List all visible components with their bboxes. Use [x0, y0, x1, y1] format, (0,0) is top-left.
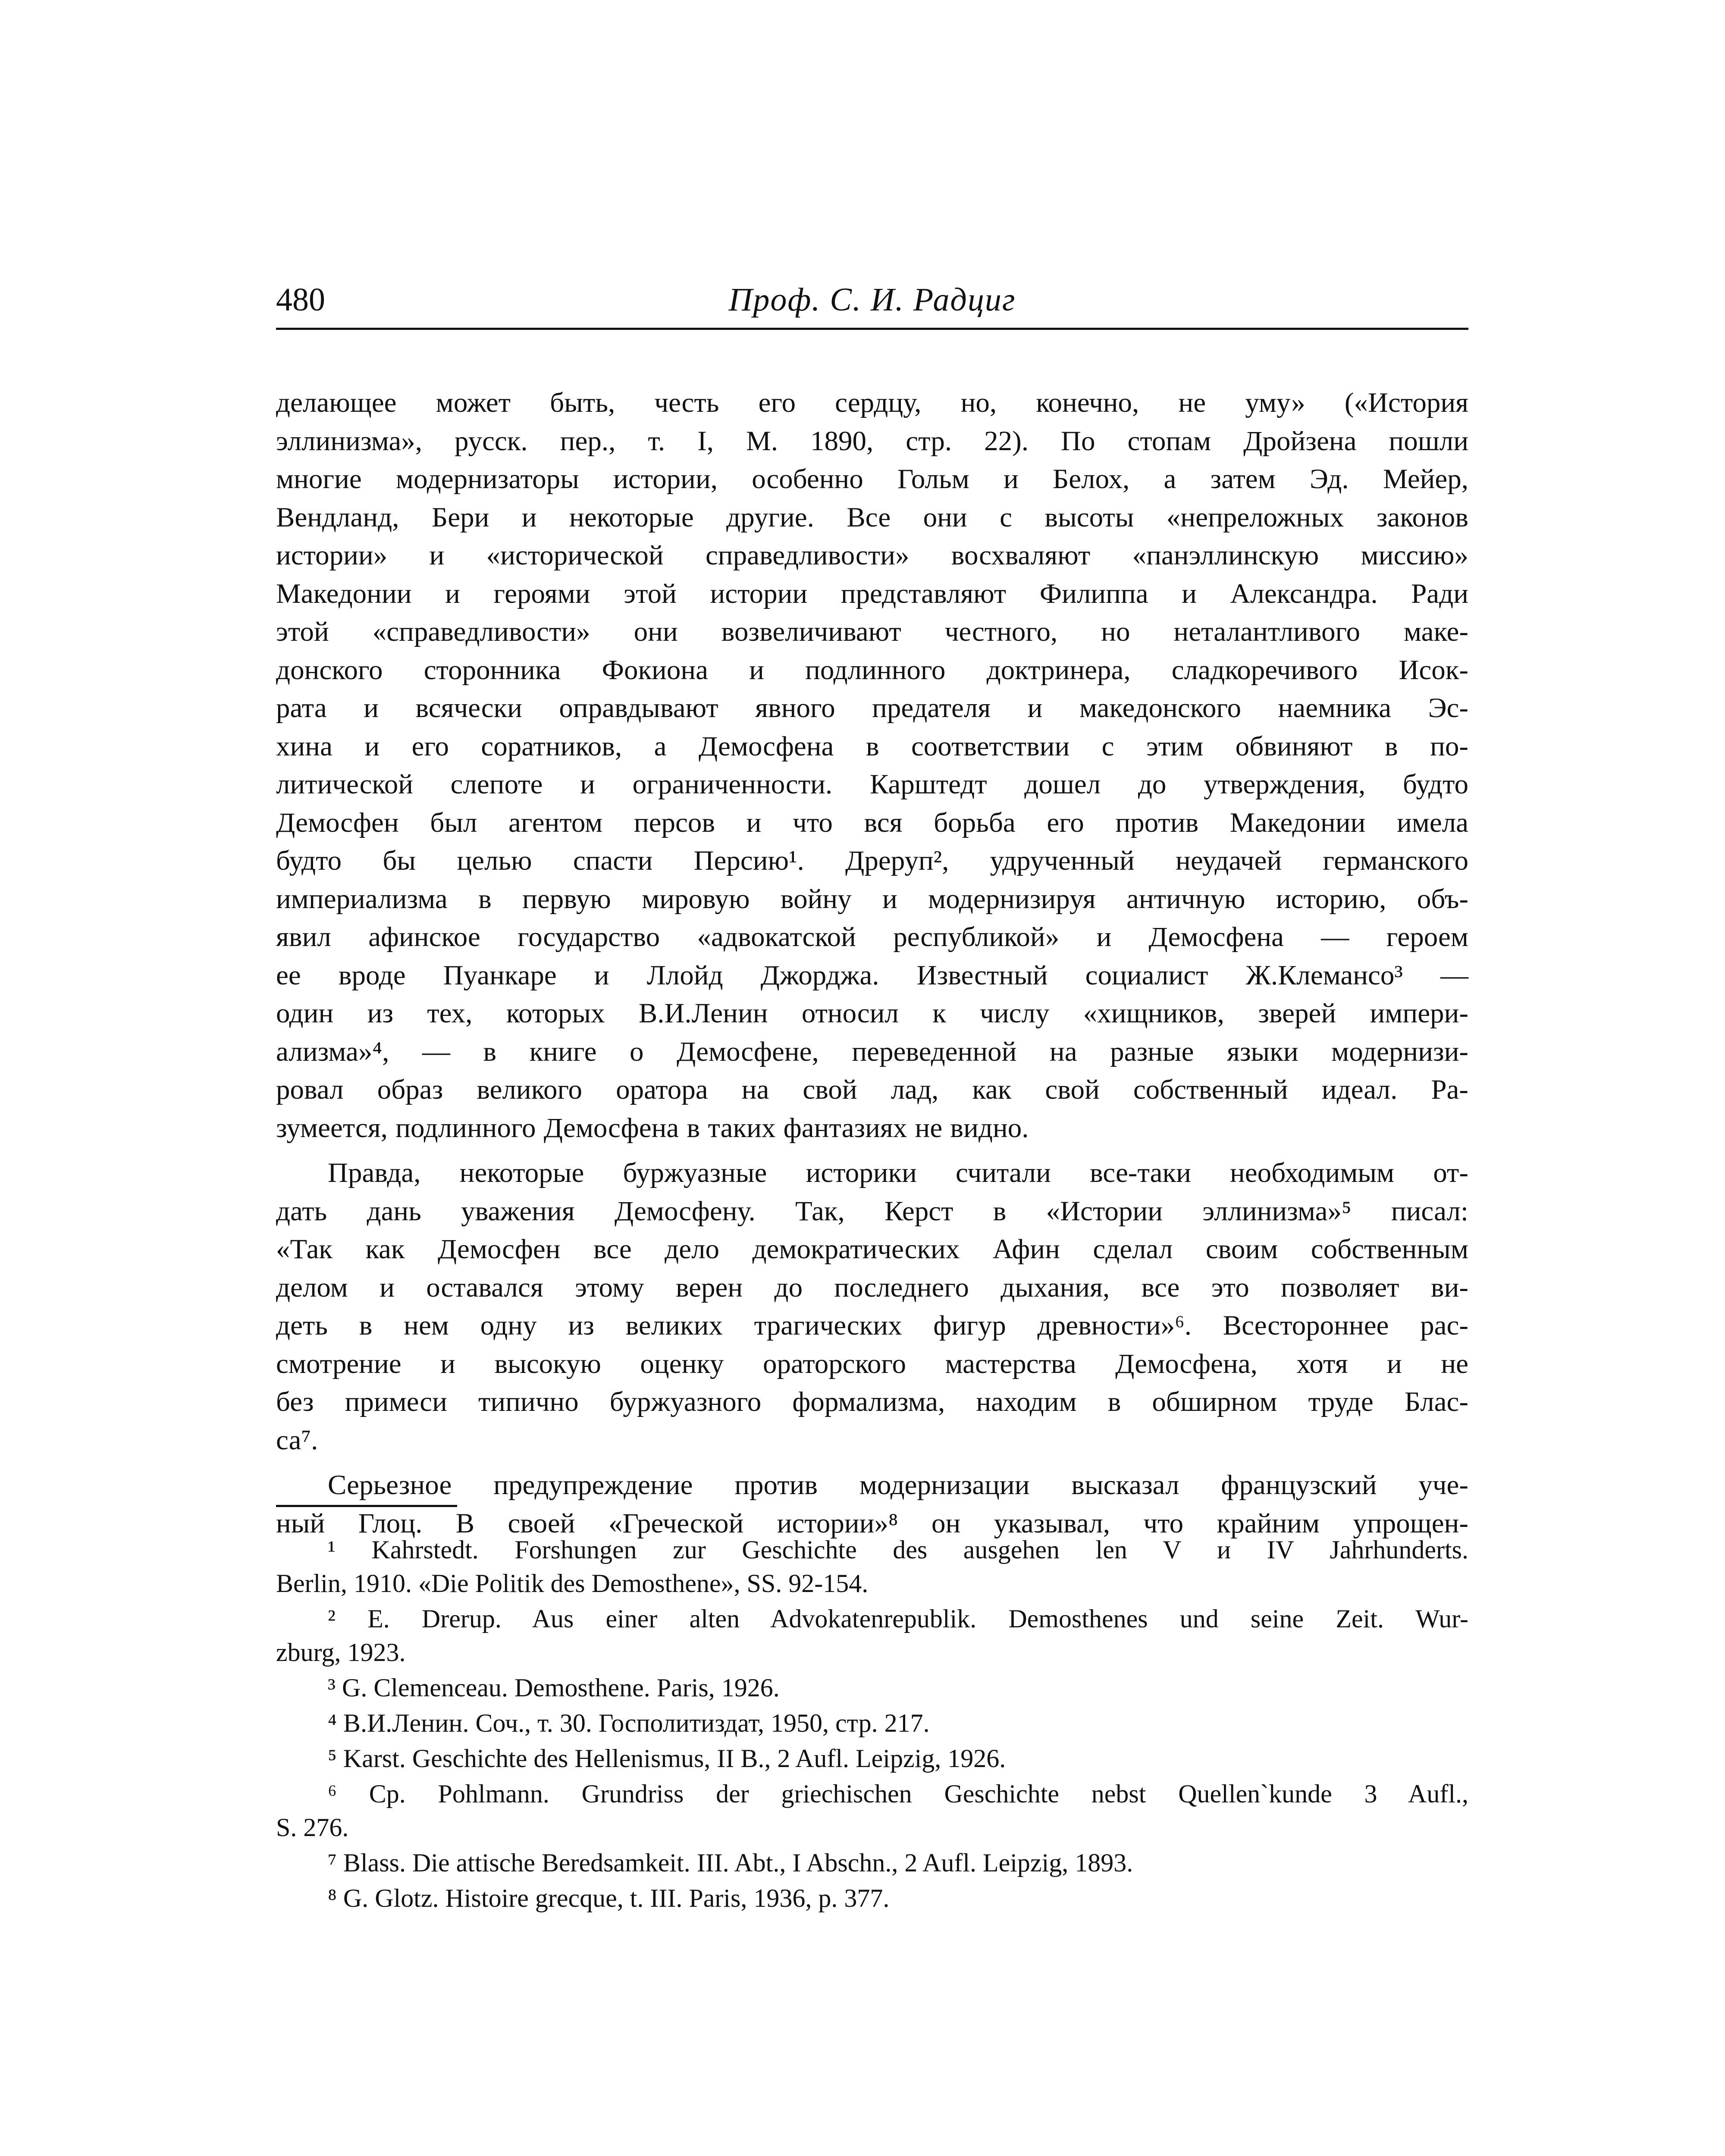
- footnote-3: [276, 1671, 1468, 1705]
- footnote-line: ⁷ Blass. Die attische Beredsamkeit. III. Abt., I Abschn., 2 Aufl. Leipzig, 1893.: [328, 1849, 1133, 1877]
- text-line: без примеси типично буржуазного формализма, находим в обширном труде Блас-: [276, 1386, 1468, 1417]
- footnote-line: ⁵ Karst. Geschichte des Hellenismus, II B., 2 Aufl. Leipzig, 1926.: [328, 1744, 1006, 1773]
- footnote-line: ³ G. Clemenceau. Demosthene. Paris, 1926.: [328, 1673, 780, 1702]
- text-line: империализма в первую мировую войну и модернизируя античную историю, объ-: [276, 883, 1468, 915]
- text-line: эллинизма», русск. пер., т. I, М. 1890, стр. 22). По стопам Дройзена пошли: [276, 425, 1468, 457]
- text-line: рата и всячески оправдывают явного предателя и македонского наемника Эс-: [276, 693, 1468, 724]
- page-header: [276, 276, 1468, 330]
- text-line: литической слепоте и ограниченности. Карштедт дошел до утверждения, будто: [276, 769, 1468, 800]
- footnote-7: [276, 1846, 1468, 1880]
- footnote-line: ¹ Kahrstedt. Forshungen zur Geschichte des ausgehen len V и IV Jahrhunderts.: [328, 1536, 1468, 1564]
- footnote-line: Berlin, 1910. «Die Politik des Demosthene», SS. 92-154.: [276, 1569, 869, 1598]
- footnote-6: [276, 1777, 1468, 1844]
- text-line: будто бы целью спасти Персию¹. Дреруп², удрученный неудачей германского: [276, 845, 1468, 876]
- footnote-8: [276, 1881, 1468, 1915]
- footnote-2: [276, 1602, 1468, 1669]
- footnotes: [276, 1533, 1468, 1917]
- text-line: Правда, некоторые буржуазные историки считали все-таки необходимым от-: [328, 1157, 1468, 1188]
- text-line: один из тех, которых В.И.Ленин относил к числу «хищников, зверей импери-: [276, 998, 1468, 1029]
- footnote-line: ⁸ G. Glotz. Histoire grecque, t. III. Paris, 1936, p. 377.: [328, 1884, 890, 1912]
- paragraph-2: [276, 1154, 1468, 1459]
- text-line: явил афинское государство «адвокатской республикой» и Демосфена — героем: [276, 921, 1468, 953]
- text-line: зумеется, подлинного Демосфена в таких фантазиях не видно.: [276, 1112, 1029, 1144]
- footnote-line: ² E. Drerup. Aus einer alten Advokatenrepublik. Demosthenes und seine Zeit. Wur-: [328, 1604, 1468, 1633]
- running-head: Проф. С. И. Радциг: [728, 282, 1016, 318]
- text-line: деть в нем одну из великих трагических фигур древности»⁶. Всестороннее рас-: [276, 1310, 1468, 1341]
- footnote-4: [276, 1706, 1468, 1740]
- text-line: смотрение и высокую оценку ораторского мастерства Демосфена, хотя и не: [276, 1348, 1468, 1379]
- footnote-separator: [276, 1505, 457, 1507]
- page-number: 480: [276, 282, 325, 318]
- text-line: донского сторонника Фокиона и подлинного доктринера, сладкоречивого Исок-: [276, 654, 1468, 686]
- text-line: делом и оставался этому верен до последнего дыхания, все это позволяет ви-: [276, 1272, 1468, 1303]
- text-line: Вендланд, Бери и некоторые другие. Все они с высоты «непреложных законов: [276, 501, 1468, 533]
- text-line: Демосфен был агентом персов и что вся борьба его против Македонии имела: [276, 807, 1468, 838]
- text-line: ный Глоц. В своей «Греческой истории»⁸ он указывал, что крайним упрощен-: [276, 1507, 1468, 1539]
- text-line: ровал образ великого оратора на свой лад, как свой собственный идеал. Ра-: [276, 1074, 1468, 1105]
- footnote-line: ⁶ Cp. Pohlmann. Grundriss der griechischen Geschichte nebst Quellen`kunde 3 Aufl.,: [328, 1780, 1468, 1808]
- text-line: Македонии и героями этой истории представляют Филиппа и Александра. Ради: [276, 578, 1468, 609]
- text-line: истории» и «исторической справедливости» восхваляют «панэллинскую миссию»: [276, 540, 1468, 571]
- footnote-line: ⁴ В.И.Ленин. Соч., т. 30. Госполитиздат, 1950, стр. 217.: [328, 1709, 930, 1737]
- footnote-line: zburg, 1923.: [276, 1638, 406, 1667]
- text-line: многие модернизаторы истории, особенно Гольм и Белох, а затем Эд. Мейер,: [276, 464, 1468, 495]
- text-line: Серьезное предупреждение против модернизации высказал французский уче-: [328, 1470, 1468, 1501]
- text-line: ее вроде Пуанкаре и Ллойд Джорджа. Известный социалист Ж.Клемансо³ —: [276, 959, 1468, 991]
- text-line: са⁷.: [276, 1424, 318, 1456]
- text-line: хина и его соратников, а Демосфена в соответствии с этим обвиняют в по-: [276, 730, 1468, 762]
- body-text: [276, 384, 1468, 1549]
- text-line: «Так как Демосфен все дело демократических Афин сделал своим собственным: [276, 1234, 1468, 1265]
- footnote-5: [276, 1742, 1468, 1775]
- footnote-1: [276, 1533, 1468, 1600]
- paragraph-1: [276, 384, 1468, 1147]
- text-line: делающее может быть, честь его сердцу, но, конечно, не уму» («История: [276, 387, 1468, 418]
- text-line: ализма»⁴, — в книге о Демосфене, переведенной на разные языки модернизи-: [276, 1036, 1468, 1067]
- text-line: дать дань уважения Демосфену. Так, Керст в «Истории эллинизма»⁵ писал:: [276, 1195, 1468, 1227]
- text-line: этой «справедливости» они возвеличивают честного, но неталантливого маке-: [276, 616, 1468, 647]
- footnote-line: S. 276.: [276, 1813, 349, 1842]
- paragraph-3: [276, 1466, 1468, 1542]
